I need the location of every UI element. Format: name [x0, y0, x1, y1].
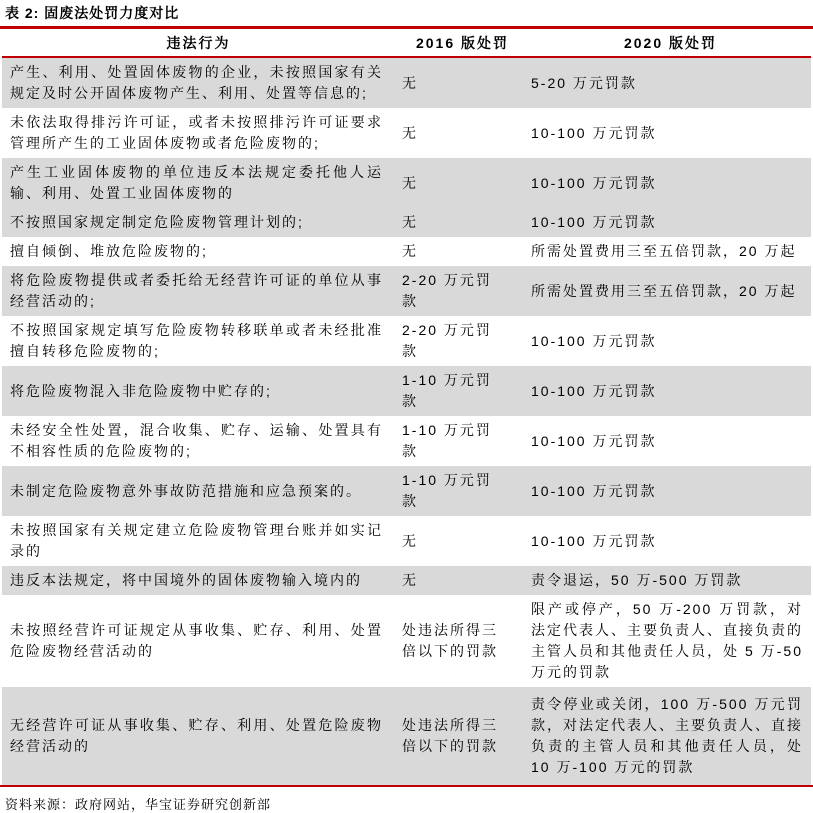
- cell-penalty-2020: 10-100 万元罚款: [531, 482, 657, 499]
- cell-behavior: 不按照国家规定填写危险废物转移联单或者未经批准擅自转移危险废物的;: [10, 322, 383, 359]
- header-row: [2, 29, 811, 57]
- table-row: [2, 516, 811, 566]
- table-row: [2, 566, 811, 595]
- cell-penalty-2016: 1-10 万元罚款: [402, 472, 492, 509]
- table-row: [2, 687, 811, 785]
- cell-penalty-2020: 10-100 万元罚款: [531, 214, 657, 230]
- cell-penalty-2016: 无: [402, 243, 418, 259]
- penalty-comparison-table: [2, 29, 811, 785]
- table-row: [2, 595, 811, 687]
- cell-penalty-2016: 无: [402, 532, 418, 549]
- cell-penalty-2016: 2-20 万元罚款: [402, 272, 492, 309]
- table-row: [2, 108, 811, 158]
- table-row: [2, 208, 811, 237]
- table-row: [2, 316, 811, 366]
- cell-penalty-2016: 无: [402, 174, 418, 191]
- source-note: 资料来源：政府网站，华宝证券研究创新部: [5, 797, 272, 812]
- cell-penalty-2016: 2-20 万元罚款: [402, 322, 492, 359]
- cell-penalty-2016: 无: [402, 74, 418, 91]
- cell-penalty-2016: 无: [402, 124, 418, 141]
- cell-behavior: 产生、利用、处置固体废物的企业，未按照国家有关规定及时公开固体废物产生、利用、处置等信息的;: [10, 64, 383, 101]
- cell-behavior: 未按照国家有关规定建立危险废物管理台账并如实记录的: [10, 522, 383, 559]
- cell-penalty-2020: 10-100 万元罚款: [531, 432, 657, 449]
- cell-behavior: 无经营许可证从事收集、贮存、利用、处置危险废物经营活动的: [10, 717, 383, 754]
- cell-penalty-2020: 责令退运，50 万-500 万罚款: [531, 572, 743, 588]
- cell-penalty-2020: 10-100 万元罚款: [531, 174, 657, 191]
- cell-penalty-2016: 无: [402, 572, 418, 588]
- cell-penalty-2020: 10-100 万元罚款: [531, 382, 657, 399]
- cell-penalty-2020: 责令停业或关闭，100 万-500 万元罚款，对法定代表人、主要负责人、直接负责的主管人员和其他责任人员，处 10 万-100 万元的罚款: [531, 696, 803, 775]
- cell-behavior: 违反本法规定，将中国境外的固体废物输入境内的: [10, 572, 362, 588]
- table-row: [2, 416, 811, 466]
- cell-penalty-2020: 5-20 万元罚款: [531, 74, 637, 91]
- cell-penalty-2020: 10-100 万元罚款: [531, 124, 657, 141]
- cell-penalty-2016: 无: [402, 214, 418, 230]
- cell-behavior: 未制定危险废物意外事故防范措施和应急预案的。: [10, 482, 362, 499]
- cell-penalty-2016: 处违法所得三倍以下的罚款: [402, 717, 498, 754]
- cell-penalty-2020: 所需处置费用三至五倍罚款，20 万起: [531, 282, 797, 299]
- cell-penalty-2020: 所需处置费用三至五倍罚款，20 万起: [531, 243, 797, 259]
- table-body: [2, 57, 811, 785]
- cell-penalty-2020: 10-100 万元罚款: [531, 332, 657, 349]
- table-row: [2, 366, 811, 416]
- table-row: [2, 237, 811, 266]
- table-row: [2, 466, 811, 516]
- col-header-behavior: 违法行为: [2, 29, 395, 57]
- table-row: [2, 57, 811, 108]
- table-title: 表 2: 固废法处罚力度对比: [5, 5, 180, 21]
- cell-behavior: 未按照经营许可证规定从事收集、贮存、利用、处置危险废物经营活动的: [10, 622, 383, 659]
- cell-behavior: 产生工业固体废物的单位违反本法规定委托他人运输、利用、处置工业固体废物的: [10, 164, 383, 201]
- cell-behavior: 未经安全性处置，混合收集、贮存、运输、处置具有不相容性质的危险废物的;: [10, 422, 383, 459]
- table-row: [2, 158, 811, 208]
- col-header-2020: 2020 版处罚: [530, 29, 811, 57]
- cell-penalty-2016: 1-10 万元罚款: [402, 422, 492, 459]
- cell-behavior: 将危险废物混入非危险废物中贮存的;: [10, 382, 272, 399]
- col-header-2016: 2016 版处罚: [395, 29, 530, 57]
- cell-behavior: 未依法取得排污许可证，或者未按照排污许可证要求管理所产生的工业固体废物或者危险废物的;: [10, 114, 383, 151]
- cell-penalty-2020: 限产或停产，50 万-200 万罚款，对法定代表人、主要负责人、直接负责的主管人员和其他责任人员，处 5 万-50 万元的罚款: [531, 601, 803, 680]
- cell-behavior: 将危险废物提供或者委托给无经营许可证的单位从事经营活动的;: [10, 272, 383, 309]
- cell-penalty-2016: 1-10 万元罚款: [402, 372, 492, 409]
- table-row: [2, 266, 811, 316]
- cell-behavior: 不按照国家规定制定危险废物管理计划的;: [10, 214, 304, 230]
- cell-penalty-2016: 处违法所得三倍以下的罚款: [402, 622, 498, 659]
- cell-behavior: 擅自倾倒、堆放危险废物的;: [10, 243, 208, 259]
- cell-penalty-2020: 10-100 万元罚款: [531, 532, 657, 549]
